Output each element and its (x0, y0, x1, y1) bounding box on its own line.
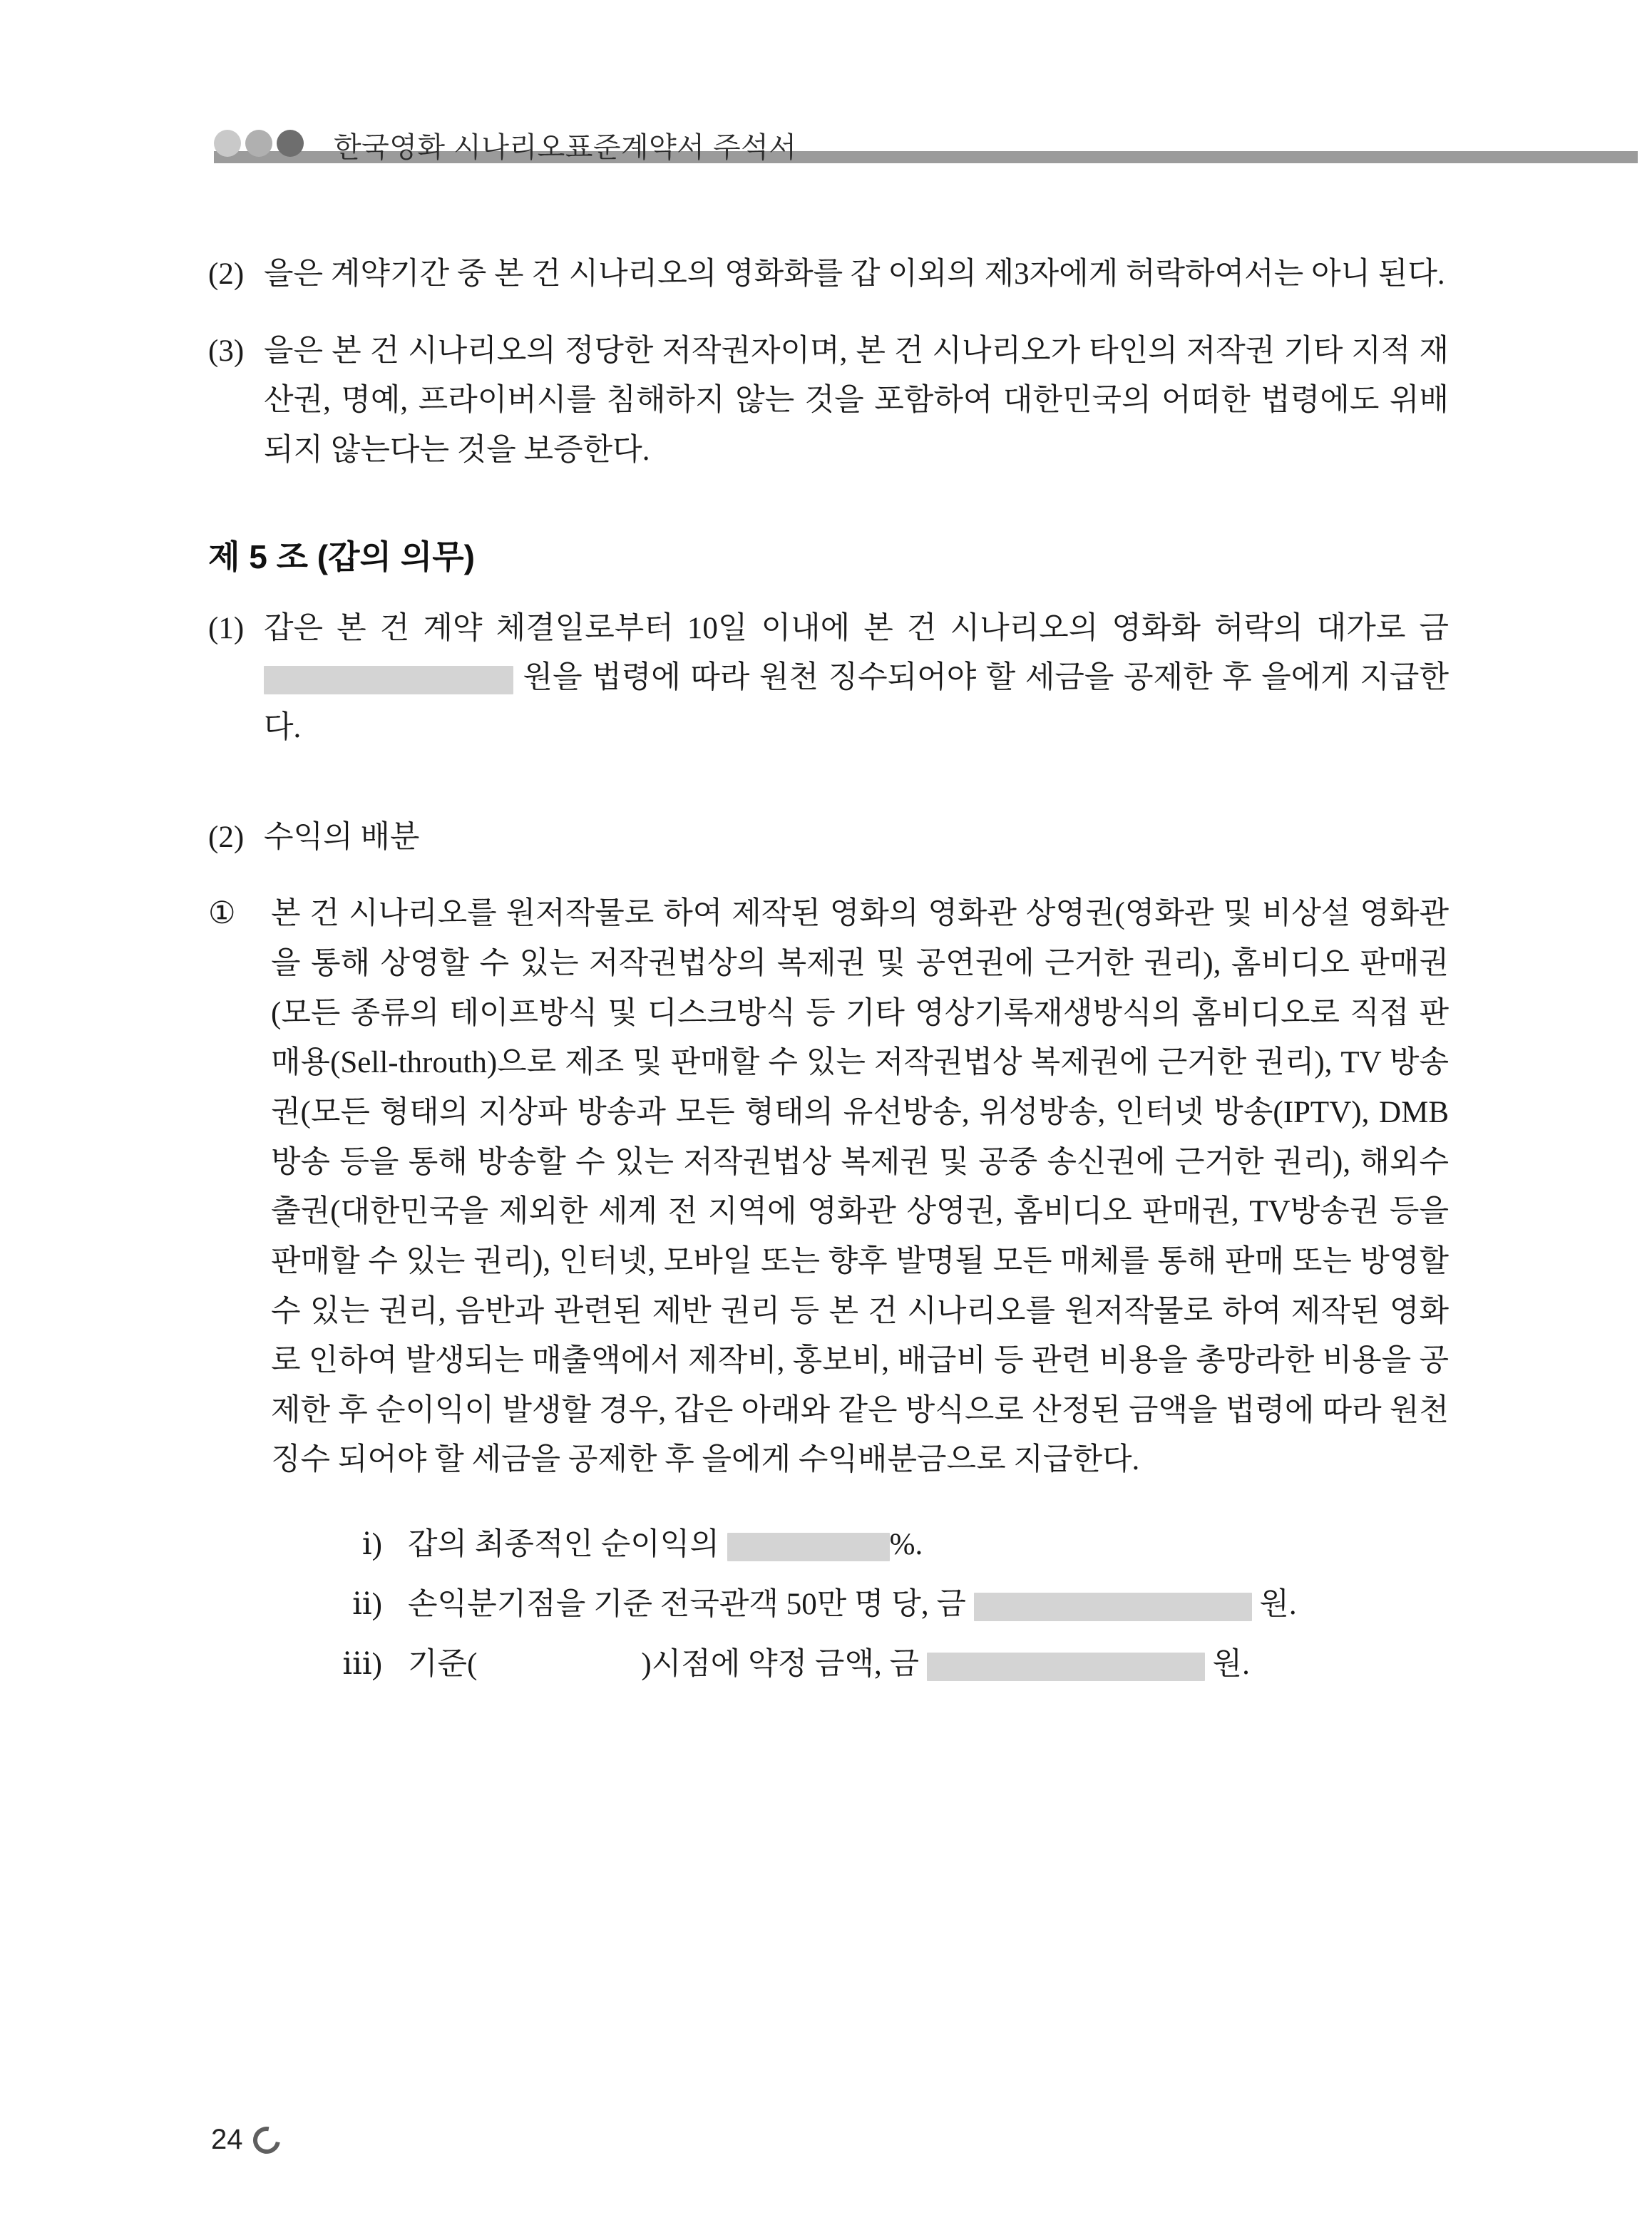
document-running-title: 한국영화 시나리오표준계약서 주석서 (334, 132, 797, 163)
article-5-heading: 제 5 조 (갑의 의무) (208, 538, 475, 575)
sublist-item-i (308, 1515, 1449, 1575)
sublist-item-i-text-before: 갑의 최종적인 순이익의 (408, 1528, 719, 1562)
article-5-item-1-marker: (1) (208, 611, 245, 645)
sublist-item-iii-number: ⅲ) (342, 1647, 382, 1681)
sublist-item-iii-text (408, 1635, 1449, 1695)
page-footer (211, 2124, 280, 2156)
sublist-item-ii-text-before: 손익분기점을 기준 전국관객 50만 명 당, 금 (408, 1587, 966, 1621)
article-5-item-2-sub-1-marker: ① (208, 897, 236, 931)
clause-2-text: 을은 계약기간 중 본 건 시나리오의 영화화를 갑 이외의 제3자에게 허락하여서는 아니 된다. (264, 257, 1445, 291)
agreed-amount-blank-field[interactable] (927, 1653, 1205, 1681)
sublist-item-i-text (408, 1515, 1449, 1575)
article-5-item-2 (208, 813, 1449, 863)
sublist-item-ii-text (408, 1575, 1449, 1635)
article-5-item-2-title: 수익의 배분 (264, 820, 420, 854)
article-5-item-2-sub-1-text: 본 건 시나리오를 원저작물로 하여 제작된 영화의 영화관 상영권(영화관 및 비상설 영화관을 통해 상영할 수 있는 저작권법상의 복제권 및 공연권에 근거한 권리), 홈비디오 판매권(모든 종류의 테이프방식 및 디스크방식 등 기타 영상기록재생방식의 홈비디오로 직접 판매용(Sell-throuth)으로 제조 및 판매할 수 있는 저작권법상 복제권에 근거한 권리), TV 방송권(모든 형태의 지상파 방송과 모든 형태의 유선방송, 위성방송, 인터넷 방송(IPTV), DMB 방송 등을 통해 방송할 수 있는 저작권법상 복제권 및 공중 송신권에 근거한 권리), 해외수출권(대한민국을 제외한 세계 전 지역에 영화관 상영권, 홈비디오 판매권, TV방송권 등을 판매할 수 있는 권리), 인터넷, 모바일 또는 향후 발명될 모든 매체를 통해 판매 또는 방영할 수 있는 권리, 음반과 관련된 제반 권리 등 본 건 시나리오를 원저작물로 하여 제작된 영화로 인하여 발생되는 매출액에서 제작비, 홍보비, 배급비 등 관련 비용을 총망라한 비용을 공제한 후 순이익이 발생할 경우, 갑은 아래와 같은 방식으로 산정된 금액을 법령에 따라 원천징수 되어야 할 세금을 공제한 후 을에게 수익배분금으로 지급한다. (271, 897, 1449, 1477)
profit-share-sublist (308, 1515, 1449, 1695)
spacer (208, 780, 1449, 813)
sublist-item-iii (308, 1635, 1449, 1695)
article-5-item-1-text-after: 원을 법령에 따라 원천 징수되어야 할 세금을 공제한 후 을에게 지급한다. (264, 661, 1449, 744)
clause-3-text: 을은 본 건 시나리오의 정당한 저작권자이며, 본 건 시나리오가 타인의 저작권 기타 지적 재산권, 명예, 프라이버시를 침해하지 않는 것을 포함하여 대한민국의 어떠한 법령에도 위배되지 않는다는 것을 보증한다. (264, 334, 1449, 467)
sublist-item-iii-text-before: 기준( (408, 1647, 478, 1681)
document-body (208, 250, 1449, 1695)
clause-3-marker: (3) (208, 334, 245, 368)
circle-icon-dark (277, 130, 304, 157)
sublist-item-ii-number: ⅱ) (352, 1587, 382, 1621)
sublist-item-iii-text-after: 원. (1212, 1647, 1250, 1681)
sublist-item-i-text-after: %. (889, 1528, 923, 1562)
circle-icon-mid (245, 130, 272, 157)
criteria-blank-field[interactable] (477, 1653, 641, 1681)
footer-swirl-icon (247, 2121, 285, 2159)
clause-3 (208, 327, 1449, 476)
article-5-item-2-marker: (2) (208, 820, 245, 854)
percentage-blank-field[interactable] (727, 1533, 890, 1561)
amount-per-500k-blank-field[interactable] (974, 1593, 1252, 1621)
clause-2 (208, 250, 1449, 299)
sublist-item-iii-text-middle: )시점에 약정 금액, 금 (641, 1647, 920, 1681)
page-number: 24 (211, 2124, 243, 2155)
article-5-item-1 (208, 604, 1449, 753)
article-5-item-1-text (264, 604, 1449, 753)
sublist-item-i-number: ⅰ) (361, 1528, 382, 1562)
article-5-item-2-sub-1 (208, 889, 1449, 1485)
clause-2-marker: (2) (208, 257, 245, 291)
sublist-item-ii-text-after: 원. (1259, 1587, 1297, 1621)
article-5-item-1-text-before: 갑은 본 건 계약 체결일로부터 10일 이내에 본 건 시나리오의 영화화 허락의 대가로 금 (264, 611, 1449, 645)
header-dots-decoration (214, 130, 335, 158)
sublist-item-ii (308, 1575, 1449, 1635)
amount-blank-field[interactable] (264, 666, 513, 694)
circle-icon-light (214, 130, 241, 157)
